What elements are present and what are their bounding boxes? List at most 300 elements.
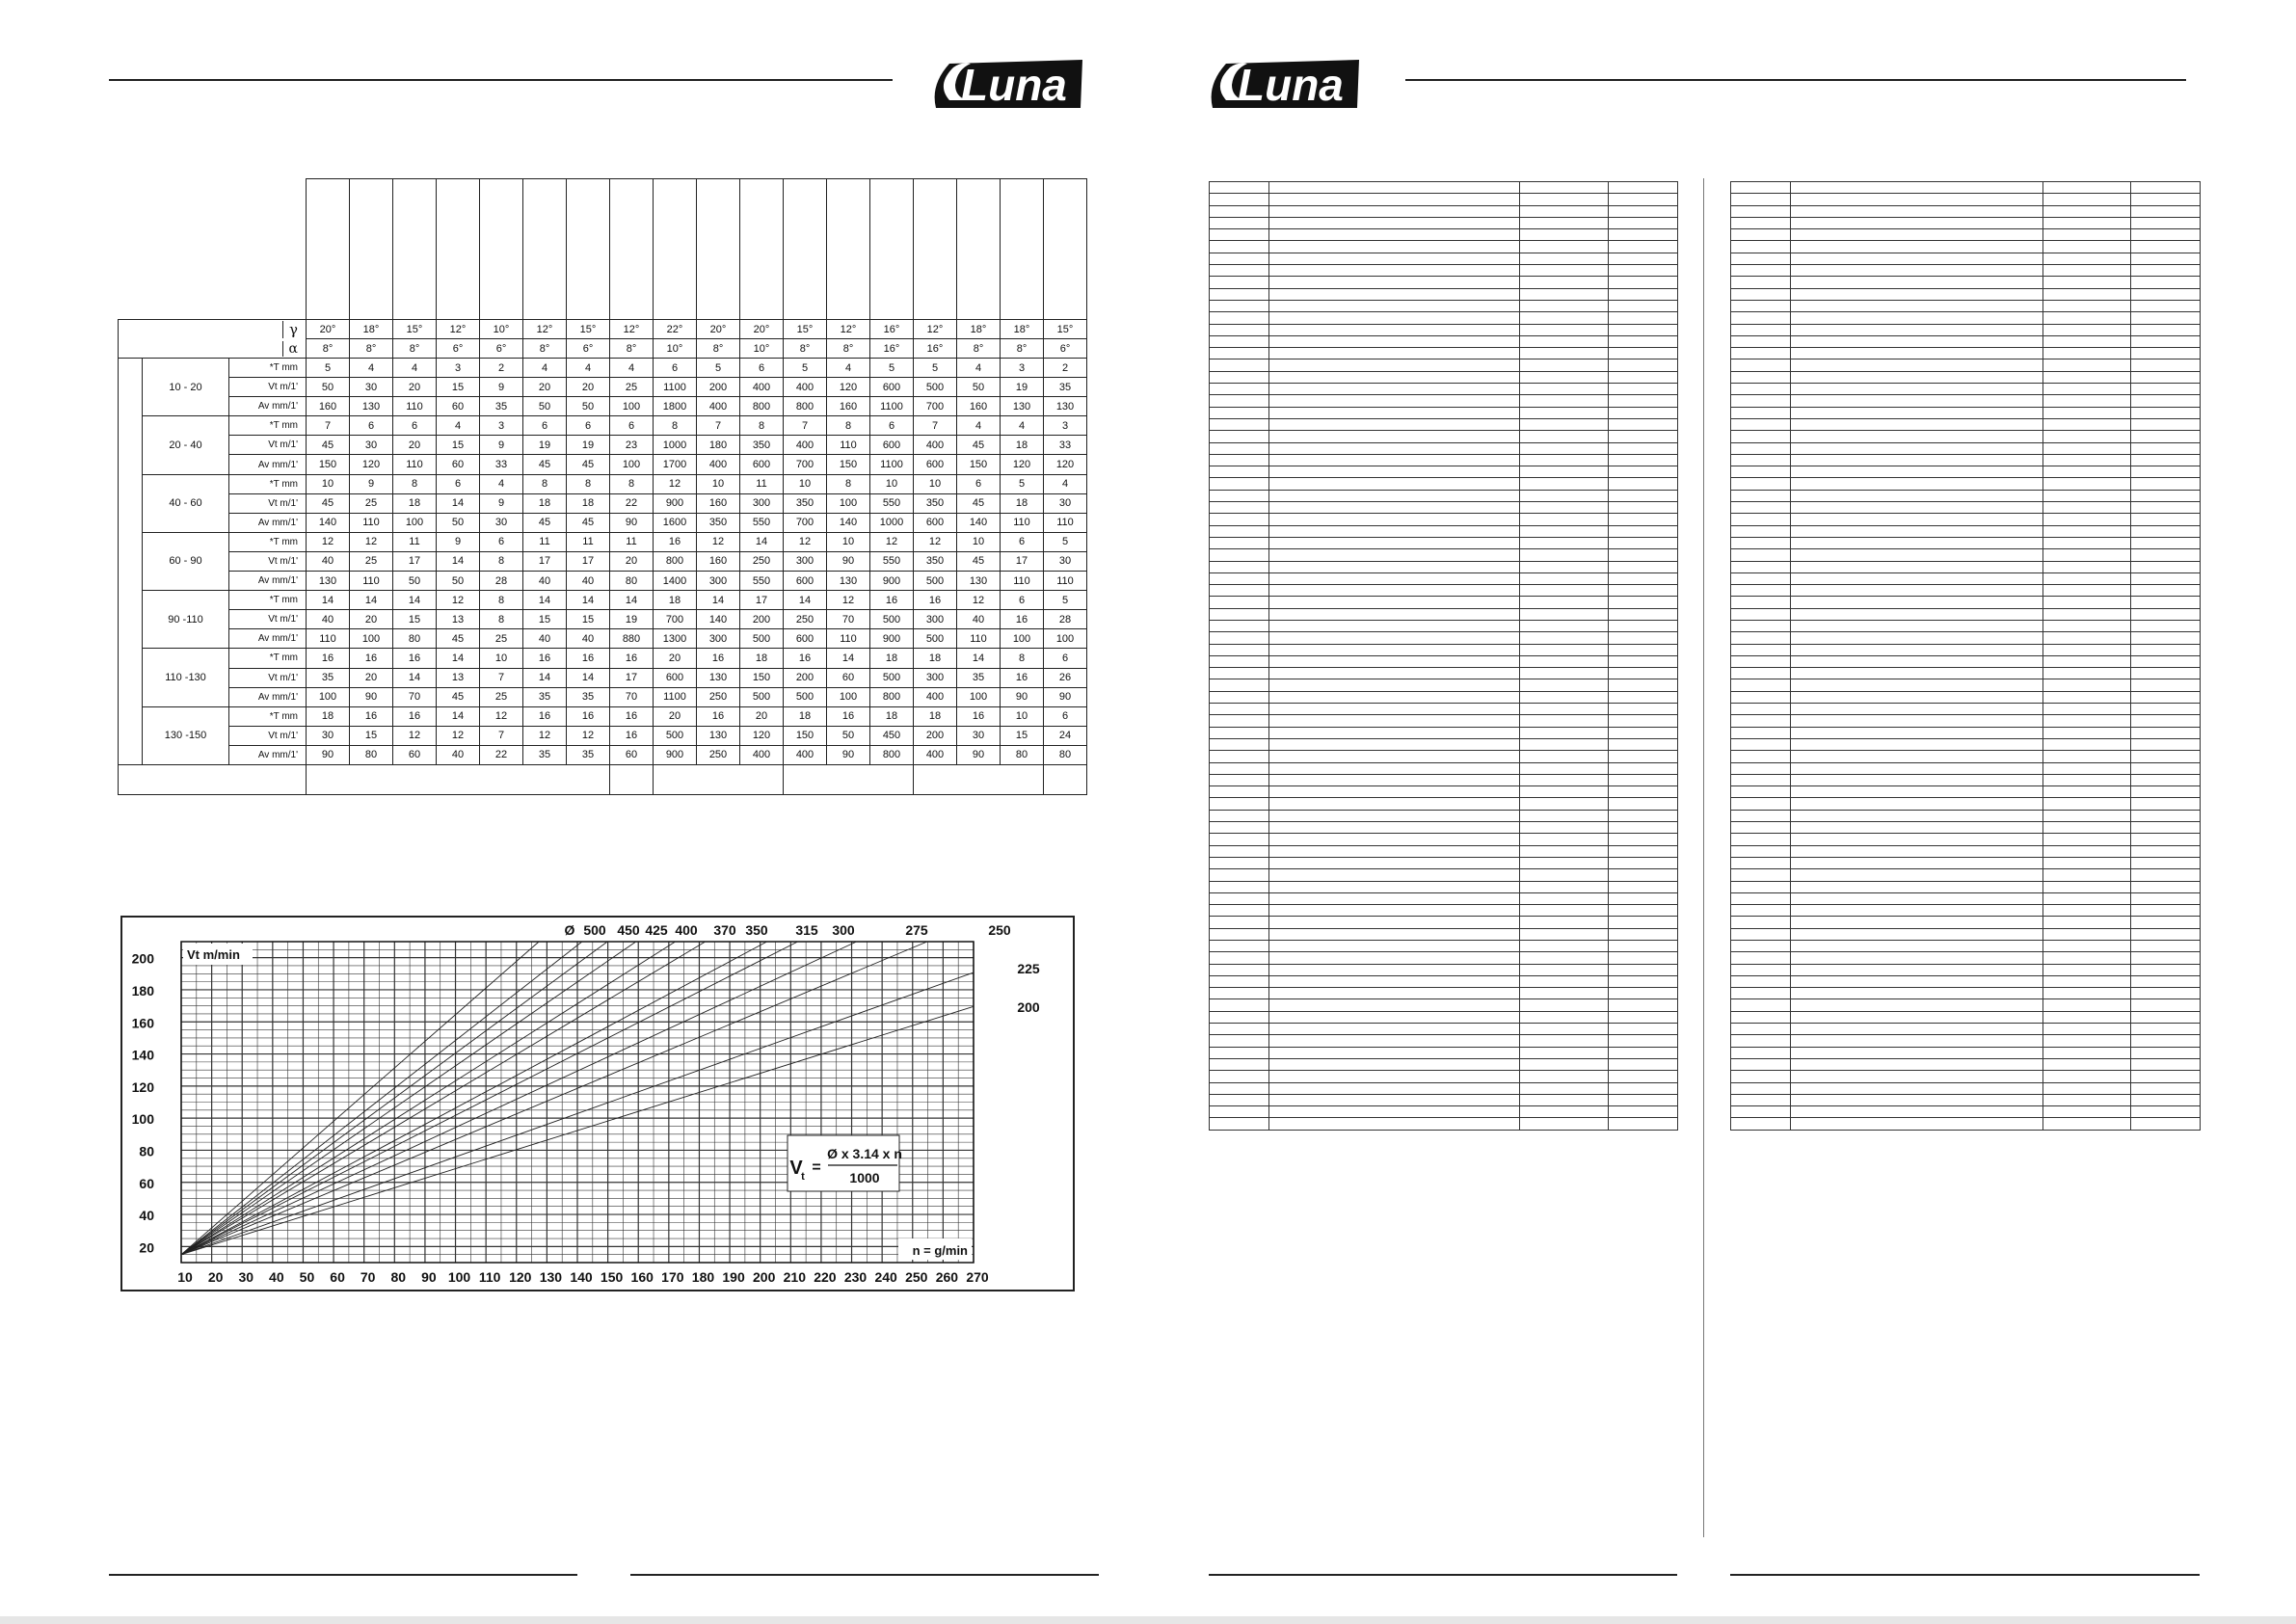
ruled-row bbox=[1731, 691, 2201, 703]
diameter-label: 500 bbox=[583, 922, 606, 938]
value-cell: 5 bbox=[1044, 532, 1087, 551]
value-cell: 4 bbox=[393, 359, 437, 378]
alpha-value: 6° bbox=[480, 339, 523, 359]
ruled-row bbox=[1210, 632, 1678, 644]
value-cell: 130 bbox=[1044, 397, 1087, 416]
value-cell: 19 bbox=[1001, 378, 1044, 397]
ruled-row bbox=[1210, 194, 1678, 205]
value-cell: 28 bbox=[1044, 610, 1087, 629]
ruled-row bbox=[1731, 1071, 2201, 1082]
alpha-value: 16° bbox=[914, 339, 957, 359]
x-tick-label: 160 bbox=[630, 1269, 654, 1285]
ruled-row bbox=[1731, 952, 2201, 964]
value-cell: 4 bbox=[350, 359, 393, 378]
ruled-row bbox=[1210, 1082, 1678, 1094]
value-cell: 700 bbox=[784, 513, 827, 532]
ruled-row bbox=[1210, 988, 1678, 999]
ruled-row bbox=[1210, 572, 1678, 584]
ruled-row bbox=[1210, 407, 1678, 418]
value-cell: 45 bbox=[307, 436, 350, 455]
value-cell: 45 bbox=[523, 455, 567, 474]
value-cell: 16 bbox=[393, 649, 437, 668]
gamma-value: 20° bbox=[307, 320, 350, 339]
value-cell: 200 bbox=[740, 610, 784, 629]
ruled-row bbox=[1731, 359, 2201, 371]
value-cell: 45 bbox=[523, 513, 567, 532]
value-cell: 16 bbox=[610, 726, 654, 745]
ruled-row bbox=[1731, 597, 2201, 608]
angle-label-area bbox=[119, 320, 307, 359]
x-tick-label: 270 bbox=[966, 1269, 989, 1285]
value-cell: 700 bbox=[914, 397, 957, 416]
value-cell: 110 bbox=[1044, 513, 1087, 532]
parameter-label: *T mm bbox=[229, 359, 307, 378]
value-cell: 18 bbox=[307, 706, 350, 726]
alpha-value: 8° bbox=[307, 339, 350, 359]
ruled-row bbox=[1731, 655, 2201, 667]
value-cell: 30 bbox=[480, 513, 523, 532]
value-cell: 200 bbox=[914, 726, 957, 745]
material-header-cell bbox=[1044, 179, 1087, 320]
value-cell: 14 bbox=[610, 591, 654, 610]
ruled-row bbox=[1731, 395, 2201, 407]
value-cell: 45 bbox=[957, 493, 1001, 513]
ruled-row bbox=[1731, 217, 2201, 228]
value-cell: 25 bbox=[480, 687, 523, 706]
ruled-row bbox=[1731, 1011, 2201, 1023]
gamma-value: 20° bbox=[740, 320, 784, 339]
ruled-row bbox=[1210, 549, 1678, 561]
value-cell: 150 bbox=[307, 455, 350, 474]
ruled-row bbox=[1210, 490, 1678, 501]
ruled-row bbox=[1210, 395, 1678, 407]
formula-numerator: Ø x 3.14 x n bbox=[827, 1146, 902, 1161]
value-cell: 4 bbox=[957, 416, 1001, 436]
value-cell: 6 bbox=[350, 416, 393, 436]
value-cell: 90 bbox=[307, 745, 350, 764]
value-cell: 10 bbox=[827, 532, 870, 551]
x-tick-label: 260 bbox=[935, 1269, 959, 1285]
value-cell: 15 bbox=[567, 610, 610, 629]
value-cell: 550 bbox=[870, 551, 914, 571]
value-cell: 4 bbox=[957, 359, 1001, 378]
gamma-value: 18° bbox=[1001, 320, 1044, 339]
value-cell: 40 bbox=[567, 629, 610, 649]
value-cell: 18 bbox=[654, 591, 697, 610]
value-cell: 40 bbox=[307, 551, 350, 571]
value-cell: 16 bbox=[827, 706, 870, 726]
value-cell: 6 bbox=[870, 416, 914, 436]
x-tick-label: 240 bbox=[874, 1269, 897, 1285]
value-cell: 400 bbox=[740, 745, 784, 764]
material-header-cell bbox=[827, 179, 870, 320]
gamma-value: 22° bbox=[654, 320, 697, 339]
value-cell: 350 bbox=[914, 493, 957, 513]
table-row bbox=[119, 591, 1087, 610]
x-tick-label: 60 bbox=[330, 1269, 345, 1285]
footer-rule-1 bbox=[109, 1574, 577, 1576]
value-cell: 400 bbox=[784, 745, 827, 764]
value-cell: 8 bbox=[1001, 649, 1044, 668]
diameter-label: 425 bbox=[645, 922, 668, 938]
footer-cell bbox=[610, 764, 654, 794]
table-row bbox=[119, 397, 1087, 416]
parameter-label: *T mm bbox=[229, 649, 307, 668]
parameter-label: Av mm/1' bbox=[229, 629, 307, 649]
value-cell: 20 bbox=[567, 378, 610, 397]
table-row bbox=[119, 532, 1087, 551]
ruled-row bbox=[1731, 205, 2201, 217]
ruled-row bbox=[1210, 668, 1678, 679]
value-cell: 40 bbox=[957, 610, 1001, 629]
value-cell: 90 bbox=[1001, 687, 1044, 706]
table-row bbox=[119, 416, 1087, 436]
ruled-row bbox=[1731, 704, 2201, 715]
ruled-row bbox=[1210, 502, 1678, 514]
table-row bbox=[119, 493, 1087, 513]
y-tick-label: 200 bbox=[131, 950, 154, 967]
ruled-row bbox=[1731, 514, 2201, 525]
parameter-label: Vt m/1' bbox=[229, 610, 307, 629]
ruled-row bbox=[1731, 288, 2201, 300]
value-cell: 500 bbox=[870, 668, 914, 687]
y-tick-label: 80 bbox=[139, 1143, 154, 1159]
ruled-row bbox=[1210, 975, 1678, 987]
value-cell: 15 bbox=[437, 378, 480, 397]
ruled-row bbox=[1731, 384, 2201, 395]
value-cell: 600 bbox=[870, 378, 914, 397]
ruled-row bbox=[1210, 905, 1678, 917]
parameter-label: Vt m/1' bbox=[229, 726, 307, 745]
ruled-row bbox=[1731, 335, 2201, 347]
value-cell: 1100 bbox=[654, 378, 697, 397]
value-cell: 100 bbox=[610, 397, 654, 416]
footer-cell bbox=[654, 764, 784, 794]
material-header-cell bbox=[480, 179, 523, 320]
ruled-row bbox=[1731, 265, 2201, 277]
value-cell: 14 bbox=[350, 591, 393, 610]
alpha-value: 8° bbox=[610, 339, 654, 359]
x-tick-label: 220 bbox=[814, 1269, 837, 1285]
ruled-row bbox=[1731, 727, 2201, 738]
value-cell: 25 bbox=[610, 378, 654, 397]
value-cell: 600 bbox=[914, 455, 957, 474]
ruled-row bbox=[1731, 466, 2201, 478]
value-cell: 600 bbox=[654, 668, 697, 687]
ruled-row bbox=[1731, 229, 2201, 241]
value-cell: 250 bbox=[697, 687, 740, 706]
value-cell: 800 bbox=[870, 687, 914, 706]
value-cell: 17 bbox=[740, 591, 784, 610]
alpha-value: 8° bbox=[827, 339, 870, 359]
value-cell: 45 bbox=[957, 436, 1001, 455]
ruled-row bbox=[1731, 454, 2201, 466]
diameter-label: 300 bbox=[832, 922, 855, 938]
value-cell: 23 bbox=[610, 436, 654, 455]
material-header-cell bbox=[523, 179, 567, 320]
value-cell: 1300 bbox=[654, 629, 697, 649]
value-cell: 7 bbox=[480, 668, 523, 687]
value-cell: 1100 bbox=[870, 455, 914, 474]
value-cell: 18 bbox=[914, 649, 957, 668]
table-row bbox=[119, 455, 1087, 474]
value-cell: 200 bbox=[697, 378, 740, 397]
ruled-row bbox=[1210, 217, 1678, 228]
ruled-row bbox=[1210, 738, 1678, 750]
header-rule-left bbox=[109, 79, 893, 81]
value-cell: 45 bbox=[437, 687, 480, 706]
cutting-data-table bbox=[118, 178, 1087, 795]
gamma-value: 15° bbox=[1044, 320, 1087, 339]
value-cell: 17 bbox=[393, 551, 437, 571]
thickness-range: 40 - 60 bbox=[143, 474, 229, 532]
value-cell: 350 bbox=[697, 513, 740, 532]
value-cell: 6 bbox=[1044, 706, 1087, 726]
ruled-row bbox=[1210, 1106, 1678, 1118]
value-cell: 70 bbox=[827, 610, 870, 629]
value-cell: 60 bbox=[827, 668, 870, 687]
value-cell: 22 bbox=[480, 745, 523, 764]
value-cell: 25 bbox=[350, 551, 393, 571]
ruled-row bbox=[1731, 312, 2201, 324]
value-cell: 500 bbox=[914, 378, 957, 397]
value-cell: 110 bbox=[957, 629, 1001, 649]
value-cell: 33 bbox=[1044, 436, 1087, 455]
value-cell: 500 bbox=[870, 610, 914, 629]
value-cell: 40 bbox=[567, 572, 610, 591]
parameter-label: Vt m/1' bbox=[229, 378, 307, 397]
value-cell: 6 bbox=[1001, 591, 1044, 610]
value-cell: 18 bbox=[870, 649, 914, 668]
ruled-row bbox=[1731, 1035, 2201, 1047]
formula-subscript: t bbox=[801, 1171, 805, 1183]
value-cell: 300 bbox=[914, 668, 957, 687]
material-header-cell bbox=[1001, 179, 1044, 320]
diameter-label: 350 bbox=[745, 922, 768, 938]
value-cell: 550 bbox=[870, 493, 914, 513]
ruled-row bbox=[1731, 928, 2201, 940]
luna-logo-right bbox=[1205, 56, 1365, 112]
value-cell: 5 bbox=[1001, 474, 1044, 493]
left-margin-cell bbox=[119, 359, 143, 765]
value-cell: 180 bbox=[697, 436, 740, 455]
value-cell: 11 bbox=[567, 532, 610, 551]
thickness-range: 60 - 90 bbox=[143, 532, 229, 590]
ruled-row bbox=[1210, 229, 1678, 241]
value-cell: 4 bbox=[480, 474, 523, 493]
ruled-notes-table-left bbox=[1209, 181, 1678, 1131]
value-cell: 40 bbox=[307, 610, 350, 629]
value-cell: 800 bbox=[784, 397, 827, 416]
parameter-label: *T mm bbox=[229, 532, 307, 551]
ruled-row bbox=[1731, 810, 2201, 821]
table-row bbox=[119, 706, 1087, 726]
ruled-row bbox=[1210, 1035, 1678, 1047]
value-cell: 100 bbox=[827, 687, 870, 706]
value-cell: 12 bbox=[350, 532, 393, 551]
value-cell: 14 bbox=[740, 532, 784, 551]
ruled-row bbox=[1731, 1024, 2201, 1035]
ruled-row bbox=[1210, 881, 1678, 892]
ruled-row bbox=[1210, 608, 1678, 620]
alpha-value: 8° bbox=[523, 339, 567, 359]
value-cell: 6 bbox=[523, 416, 567, 436]
footer-cell bbox=[914, 764, 1044, 794]
value-cell: 8 bbox=[610, 474, 654, 493]
material-header-cell bbox=[740, 179, 784, 320]
value-cell: 19 bbox=[567, 436, 610, 455]
value-cell: 7 bbox=[697, 416, 740, 436]
value-cell: 110 bbox=[393, 455, 437, 474]
value-cell: 100 bbox=[1001, 629, 1044, 649]
value-cell: 13 bbox=[437, 610, 480, 629]
gamma-value: 10° bbox=[480, 320, 523, 339]
value-cell: 900 bbox=[654, 493, 697, 513]
value-cell: 16 bbox=[870, 591, 914, 610]
value-cell: 12 bbox=[697, 532, 740, 551]
formula-equals: = bbox=[812, 1159, 821, 1176]
ruled-row bbox=[1731, 549, 2201, 561]
value-cell: 11 bbox=[740, 474, 784, 493]
value-cell: 14 bbox=[957, 649, 1001, 668]
value-cell: 15 bbox=[393, 610, 437, 629]
ruled-row bbox=[1210, 892, 1678, 904]
value-cell: 12 bbox=[567, 726, 610, 745]
ruled-row bbox=[1731, 964, 2201, 975]
material-header-cell bbox=[697, 179, 740, 320]
table-row bbox=[119, 629, 1087, 649]
value-cell: 250 bbox=[697, 745, 740, 764]
value-cell: 11 bbox=[610, 532, 654, 551]
value-cell: 1100 bbox=[654, 687, 697, 706]
value-cell: 16 bbox=[523, 649, 567, 668]
ruled-row bbox=[1210, 857, 1678, 868]
table-row bbox=[119, 610, 1087, 629]
value-cell: 6 bbox=[393, 416, 437, 436]
ruled-row bbox=[1731, 644, 2201, 655]
value-cell: 100 bbox=[393, 513, 437, 532]
value-cell: 130 bbox=[957, 572, 1001, 591]
value-cell: 40 bbox=[437, 745, 480, 764]
ruled-row bbox=[1210, 431, 1678, 442]
ruled-row bbox=[1731, 490, 2201, 501]
value-cell: 60 bbox=[393, 745, 437, 764]
value-cell: 18 bbox=[1001, 493, 1044, 513]
value-cell: 350 bbox=[914, 551, 957, 571]
value-cell: 400 bbox=[784, 378, 827, 397]
value-cell: 20 bbox=[654, 706, 697, 726]
value-cell: 6 bbox=[654, 359, 697, 378]
value-cell: 500 bbox=[740, 629, 784, 649]
ruled-row bbox=[1210, 253, 1678, 264]
footer-cell bbox=[1044, 764, 1087, 794]
value-cell: 600 bbox=[740, 455, 784, 474]
value-cell: 16 bbox=[1001, 668, 1044, 687]
ruled-row bbox=[1210, 1058, 1678, 1070]
value-cell: 400 bbox=[784, 436, 827, 455]
ruled-row bbox=[1731, 715, 2201, 727]
ruled-row bbox=[1731, 324, 2201, 335]
ruled-row bbox=[1731, 1082, 2201, 1094]
value-cell: 110 bbox=[350, 572, 393, 591]
value-cell: 14 bbox=[697, 591, 740, 610]
luna-logo-left bbox=[928, 56, 1088, 112]
ruled-row bbox=[1731, 857, 2201, 868]
gamma-value: 12° bbox=[914, 320, 957, 339]
ruled-row bbox=[1731, 442, 2201, 454]
y-tick-label: 160 bbox=[131, 1015, 154, 1031]
ruled-row bbox=[1731, 478, 2201, 490]
value-cell: 15 bbox=[523, 610, 567, 629]
value-cell: 40 bbox=[523, 572, 567, 591]
scan-edge bbox=[0, 1616, 2296, 1624]
value-cell: 500 bbox=[654, 726, 697, 745]
x-axis-label: n = g/min bbox=[912, 1243, 968, 1258]
alpha-value: 8° bbox=[350, 339, 393, 359]
value-cell: 6 bbox=[957, 474, 1001, 493]
value-cell: 12 bbox=[654, 474, 697, 493]
value-cell: 35 bbox=[1044, 378, 1087, 397]
value-cell: 3 bbox=[437, 359, 480, 378]
gamma-value: 15° bbox=[393, 320, 437, 339]
chart-grid bbox=[181, 942, 974, 1263]
x-tick-label: 40 bbox=[269, 1269, 284, 1285]
value-cell: 12 bbox=[480, 706, 523, 726]
value-cell: 12 bbox=[523, 726, 567, 745]
value-cell: 70 bbox=[610, 687, 654, 706]
material-header-cell bbox=[870, 179, 914, 320]
diameter-symbol: Ø bbox=[564, 922, 575, 938]
x-tick-label: 140 bbox=[570, 1269, 593, 1285]
footer-cell bbox=[307, 764, 610, 794]
value-cell: 110 bbox=[350, 513, 393, 532]
value-cell: 25 bbox=[480, 629, 523, 649]
value-cell: 15 bbox=[437, 436, 480, 455]
value-cell: 6 bbox=[567, 416, 610, 436]
value-cell: 18 bbox=[870, 706, 914, 726]
x-tick-label: 10 bbox=[177, 1269, 193, 1285]
value-cell: 100 bbox=[957, 687, 1001, 706]
value-cell: 15 bbox=[350, 726, 393, 745]
value-cell: 12 bbox=[784, 532, 827, 551]
value-cell: 3 bbox=[1044, 416, 1087, 436]
ruled-row bbox=[1731, 1094, 2201, 1105]
ruled-row bbox=[1210, 834, 1678, 845]
ruled-row bbox=[1210, 312, 1678, 324]
ruled-row bbox=[1210, 928, 1678, 940]
value-cell: 1800 bbox=[654, 397, 697, 416]
value-cell: 300 bbox=[740, 493, 784, 513]
value-cell: 400 bbox=[914, 687, 957, 706]
logo-text: Luna bbox=[1238, 60, 1344, 110]
value-cell: 12 bbox=[870, 532, 914, 551]
value-cell: 16 bbox=[957, 706, 1001, 726]
value-cell: 50 bbox=[307, 378, 350, 397]
ruled-row bbox=[1731, 798, 2201, 810]
alpha-value: 8° bbox=[1001, 339, 1044, 359]
formula-v: V bbox=[789, 1158, 803, 1179]
value-cell: 150 bbox=[784, 726, 827, 745]
ruled-row bbox=[1731, 407, 2201, 418]
ruled-row bbox=[1731, 537, 2201, 548]
value-cell: 4 bbox=[437, 416, 480, 436]
table-row bbox=[119, 745, 1087, 764]
alpha-value: 10° bbox=[740, 339, 784, 359]
alpha-value: 8° bbox=[697, 339, 740, 359]
logo-text: Luna bbox=[961, 60, 1067, 110]
value-cell: 12 bbox=[827, 591, 870, 610]
value-cell: 35 bbox=[480, 397, 523, 416]
